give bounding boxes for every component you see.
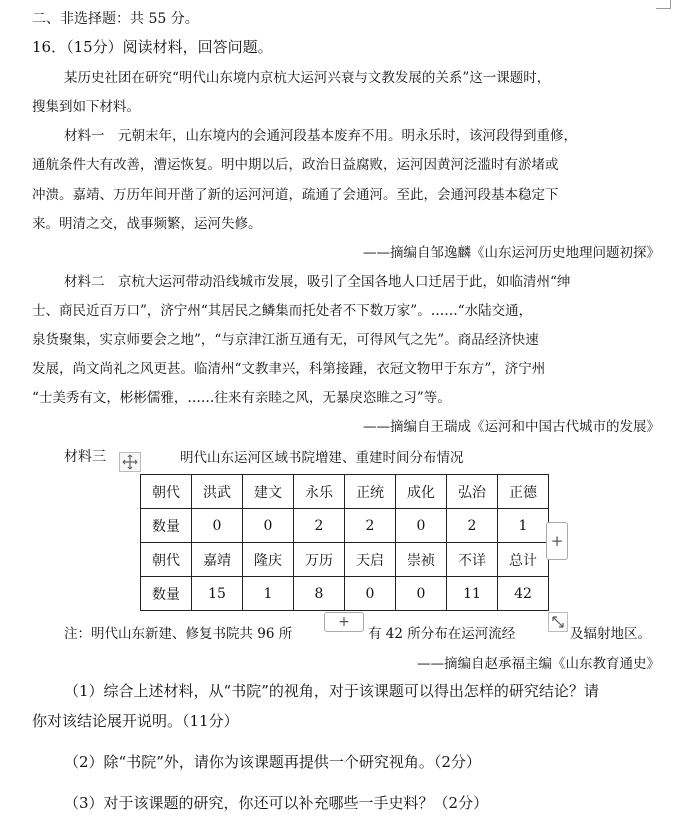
table-cell: 0 <box>396 577 447 611</box>
section-title: 二、非选择题：共 55 分。 <box>32 11 199 27</box>
table-note-part-1: 注：明代山东新建、修复书院共 96 所 <box>64 626 293 642</box>
table-cell: 正德 <box>498 475 549 509</box>
table-cell: 嘉靖 <box>192 543 243 577</box>
question-3: （3）对于该课题的研究，你还可以补充哪些一手史料？（2分） <box>64 794 489 812</box>
table-row <box>141 543 549 577</box>
add-row-button[interactable]: + <box>324 612 364 632</box>
table-note-part-2: 有 42 所分布在运河流经 <box>368 626 516 642</box>
table-title: 明代山东运河区域书院增建、重建时间分布情况 <box>180 450 464 466</box>
question-1-line-2: 你对该结论展开说明。（11分） <box>32 712 239 730</box>
table-cell: 不详 <box>447 543 498 577</box>
table-cell: 万历 <box>294 543 345 577</box>
table-cell: 0 <box>396 509 447 543</box>
table-cell: 弘治 <box>447 475 498 509</box>
material1-line-1: 材料一 元朝末年，山东境内的会通河段基本废弃不用。明永乐时，该河段得到重修， <box>64 128 577 144</box>
table-cell: 2 <box>294 509 345 543</box>
table-cell: 数量 <box>141 577 192 611</box>
table-cell: 总计 <box>498 543 549 577</box>
material1-line-2: 通航条件大有改善，漕运恢复。明中期以后，政治日益腐败，运河因黄河泛滥时有淤堵或 <box>32 157 559 173</box>
table-row <box>141 475 549 509</box>
table-cell: 崇祯 <box>396 543 447 577</box>
table-row <box>141 509 549 543</box>
move-icon[interactable] <box>119 452 141 472</box>
material2-line-3: 泉货聚集，实京师要会之地”，“与京津江浙互通有无，可得风气之先”。商品经济快速 <box>32 332 539 348</box>
table-cell: 2 <box>447 509 498 543</box>
resize-icon[interactable] <box>548 612 568 632</box>
material2-line-2: 士、商民近百万口”，济宁州“其居民之鳞集而托处者不下数万家”。……“水陆交通， <box>32 303 533 319</box>
table-cell: 天启 <box>345 543 396 577</box>
table-cell: 朝代 <box>141 543 192 577</box>
question-2: （2）除“书院”外，请你为该课题再提供一个研究视角。（2分） <box>64 753 481 771</box>
intro-line-2: 搜集到如下材料。 <box>32 99 140 115</box>
table-cell: 1 <box>243 577 294 611</box>
table-cell: 隆庆 <box>243 543 294 577</box>
material2-line-1: 材料二 京杭大运河带动沿线城市发展，吸引了全国各地人口迁居于此，如临清州“绅 <box>64 274 571 290</box>
table-cell: 0 <box>243 509 294 543</box>
table-cell: 正统 <box>345 475 396 509</box>
table-cell: 0 <box>192 509 243 543</box>
table-cell: 建文 <box>243 475 294 509</box>
table-cell: 1 <box>498 509 549 543</box>
material1-line-4: 来。明清之交，战事频繁，运河失修。 <box>32 216 262 232</box>
material3-label: 材料三 <box>64 449 106 465</box>
table-cell: 0 <box>345 577 396 611</box>
material3-source: ——摘编自赵承福主编《山东教育通史》 <box>417 656 660 672</box>
table-cell: 15 <box>192 577 243 611</box>
academy-table <box>140 474 549 611</box>
page-corner-mark <box>656 0 671 9</box>
table-row <box>141 577 549 611</box>
table-cell: 洪武 <box>192 475 243 509</box>
table-cell: 数量 <box>141 509 192 543</box>
material1-line-3: 冲溃。嘉靖、万历年间开凿了新的运河河道，疏通了会通河。至此，会通河段基本稳定下 <box>32 187 559 203</box>
table-cell: 11 <box>447 577 498 611</box>
question-number: 16．（15分）阅读材料，回答问题。 <box>32 38 273 56</box>
table-cell: 朝代 <box>141 475 192 509</box>
table-note-part-3: 及辐射地区。 <box>570 626 651 642</box>
material2-line-5: “士美秀有文，彬彬儒雅，……往来有亲睦之风，无暴戾恣睢之习”等。 <box>32 390 451 406</box>
intro-line-1: 某历史社团在研究“明代山东境内京杭大运河兴衰与文教发展的关系”这一课题时， <box>64 70 551 86</box>
table-cell: 成化 <box>396 475 447 509</box>
material1-source: ——摘编自邹逸麟《山东运河历史地理问题初探》 <box>363 245 660 261</box>
table-cell: 8 <box>294 577 345 611</box>
add-column-button[interactable]: + <box>546 522 568 560</box>
table-cell: 42 <box>498 577 549 611</box>
material2-line-4: 发展，尚文尚礼之风更甚。临清州“文教聿兴，科第接踵，衣冠文物甲于东方”，济宁州 <box>32 361 546 377</box>
table-cell: 永乐 <box>294 475 345 509</box>
question-1-line-1: （1）综合上述材料，从“书院”的视角，对于该课题可以得出怎样的研究结论？请 <box>64 682 599 700</box>
material2-source: ——摘编自王瑞成《运河和中国古代城市的发展》 <box>363 419 660 435</box>
table-cell: 2 <box>345 509 396 543</box>
